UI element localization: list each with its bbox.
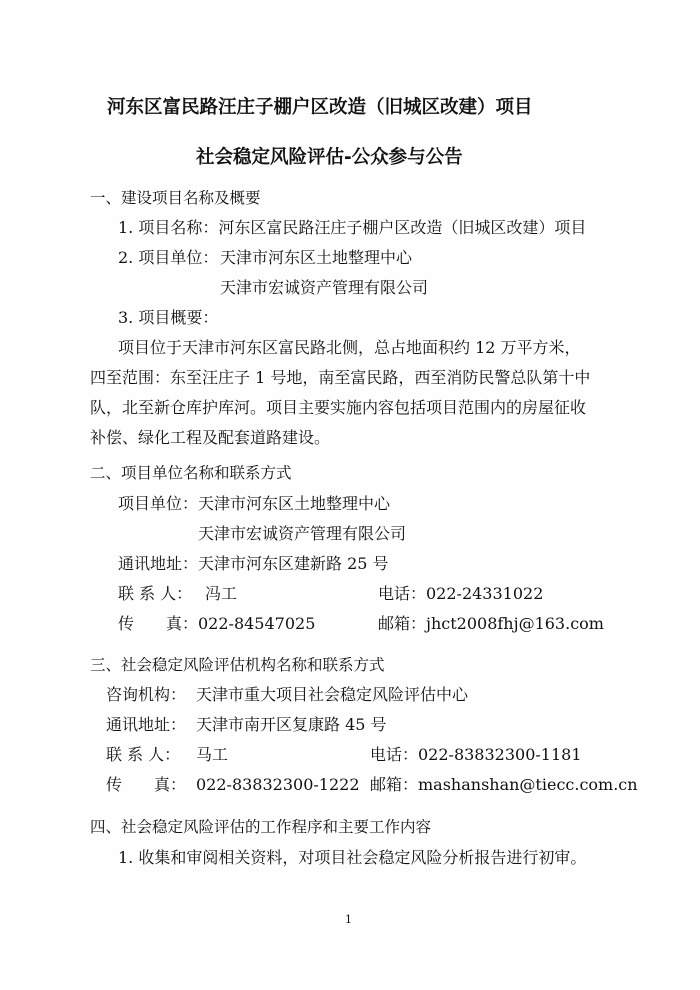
procedure-item-1: 1. 收集和审阅相关资料，对项目社会稳定风险分析报告进行初审。 [118,848,587,867]
summary-para-line-1: 项目位于天津市河东区富民路北侧，总占地面积约 12 万平方米， [118,338,581,357]
project-unit-1: 天津市河东区土地整理中心 [220,248,413,267]
agency-phone-label: 电话： [370,745,419,764]
phone-value: 022-24331022 [426,584,544,603]
phone-label: 电话： [378,584,427,603]
fax-label: 传 真： [118,614,199,633]
section-1-heading: 一、建设项目名称及概要 [90,189,261,207]
unit-label: 项目单位： [118,494,199,513]
email-value: jhct2008fhj@163.com [426,614,604,633]
address-label: 通讯地址： [118,554,199,573]
agency-fax-value: 022-83832300-1222 [196,775,360,794]
agency-address-value: 天津市南开区复康路 45 号 [196,715,387,734]
project-name-item: 1. 项目名称：河东区富民路汪庄子棚户区改造（旧城区改建）项目 [118,218,587,237]
title-line-2: 社会稳定风险评估-公众参与公告 [196,147,463,168]
unit-2: 天津市宏诚资产管理有限公司 [198,524,407,543]
agency-email-value: mashanshan@tiecc.com.cn [418,775,638,794]
summary-para-line-4: 补偿、绿化工程及配套道路建设。 [90,428,331,447]
agency-contact-label: 联 系 人： [106,745,181,764]
page-number: 1 [345,913,352,926]
summary-para-line-3: 队，北至新仓库护库河。项目主要实施内容包括项目范围内的房屋征收 [90,398,587,417]
address-value: 天津市河东区建新路 25 号 [198,554,389,573]
agency-phone-value: 022-83832300-1181 [418,745,582,764]
summary-para-line-2: 四至范围：东至汪庄子 1 号地，南至富民路，西至消防民警总队第十中 [90,368,591,387]
project-summary-label: 3. 项目概要： [118,308,219,327]
agency-label: 咨询机构： [106,685,187,704]
title-line-1: 河东区富民路汪庄子棚户区改造（旧城区改建）项目 [107,97,533,118]
project-unit-label: 2. 项目单位： [118,248,219,267]
email-label: 邮箱： [378,614,427,633]
contact-label: 联 系 人： [118,584,193,603]
agency-contact-value: 马工 [196,745,229,764]
section-4-heading: 四、社会稳定风险评估的工作程序和主要工作内容 [90,818,432,836]
agency-address-label: 通讯地址： [106,715,187,734]
contact-value: 冯工 [205,584,238,603]
unit-1: 天津市河东区土地整理中心 [198,494,391,513]
agency-fax-label: 传 真： [106,775,187,794]
fax-value: 022-84547025 [198,614,316,633]
section-3-heading: 三、社会稳定风险评估机构名称和联系方式 [90,656,385,674]
project-unit-2: 天津市宏诚资产管理有限公司 [220,278,429,297]
agency-email-label: 邮箱： [370,775,419,794]
section-2-heading: 二、项目单位名称和联系方式 [90,464,292,482]
agency-value: 天津市重大项目社会稳定风险评估中心 [196,685,469,704]
